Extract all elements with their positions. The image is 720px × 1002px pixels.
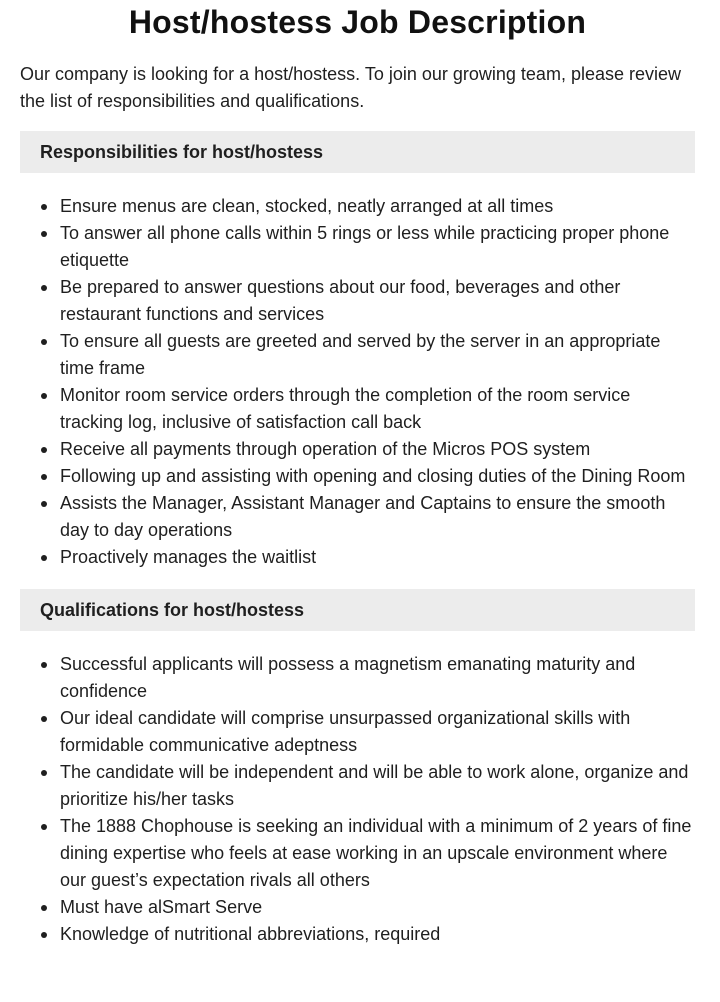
intro-paragraph: Our company is looking for a host/hostess. To join our growing team, please review the list of responsibilities and qualifications.: [20, 64, 681, 111]
responsibilities-list: [20, 193, 695, 571]
list-item: Our ideal candidate will comprise unsurpassed organizational skills with formidable communicative adeptness: [20, 705, 695, 759]
list-item: Monitor room service orders through the completion of the room service tracking log, inclusive of satisfaction call back: [20, 382, 695, 436]
list-item: Knowledge of nutritional abbreviations, required: [20, 921, 695, 948]
list-item: Be prepared to answer questions about our food, beverages and other restaurant functions and services: [20, 274, 695, 328]
list-item: To ensure all guests are greeted and served by the server in an appropriate time frame: [20, 328, 695, 382]
qualifications-list: [20, 651, 695, 948]
list-item: Receive all payments through operation of the Micros POS system: [20, 436, 695, 463]
responsibilities-heading: Responsibilities for host/hostess: [20, 131, 695, 173]
list-item: Proactively manages the waitlist: [20, 544, 695, 571]
list-item: The 1888 Chophouse is seeking an individual with a minimum of 2 years of fine dining expertise who feels at ease working in an upscale environment where our guest’s expectation rivals all others: [20, 813, 695, 894]
list-item: Following up and assisting with opening and closing duties of the Dining Room: [20, 463, 695, 490]
page-title: Host/hostess Job Description: [128, 4, 587, 40]
list-item: The candidate will be independent and will be able to work alone, organize and prioritize his/her tasks: [20, 759, 695, 813]
qualifications-heading: Qualifications for host/hostess: [20, 589, 695, 631]
list-item: Must have alSmart Serve: [20, 894, 695, 921]
list-item: Ensure menus are clean, stocked, neatly arranged at all times: [20, 193, 695, 220]
list-item: Successful applicants will possess a magnetism emanating maturity and confidence: [20, 651, 695, 705]
list-item: To answer all phone calls within 5 rings or less while practicing proper phone etiquette: [20, 220, 695, 274]
list-item: Assists the Manager, Assistant Manager and Captains to ensure the smooth day to day operations: [20, 490, 695, 544]
